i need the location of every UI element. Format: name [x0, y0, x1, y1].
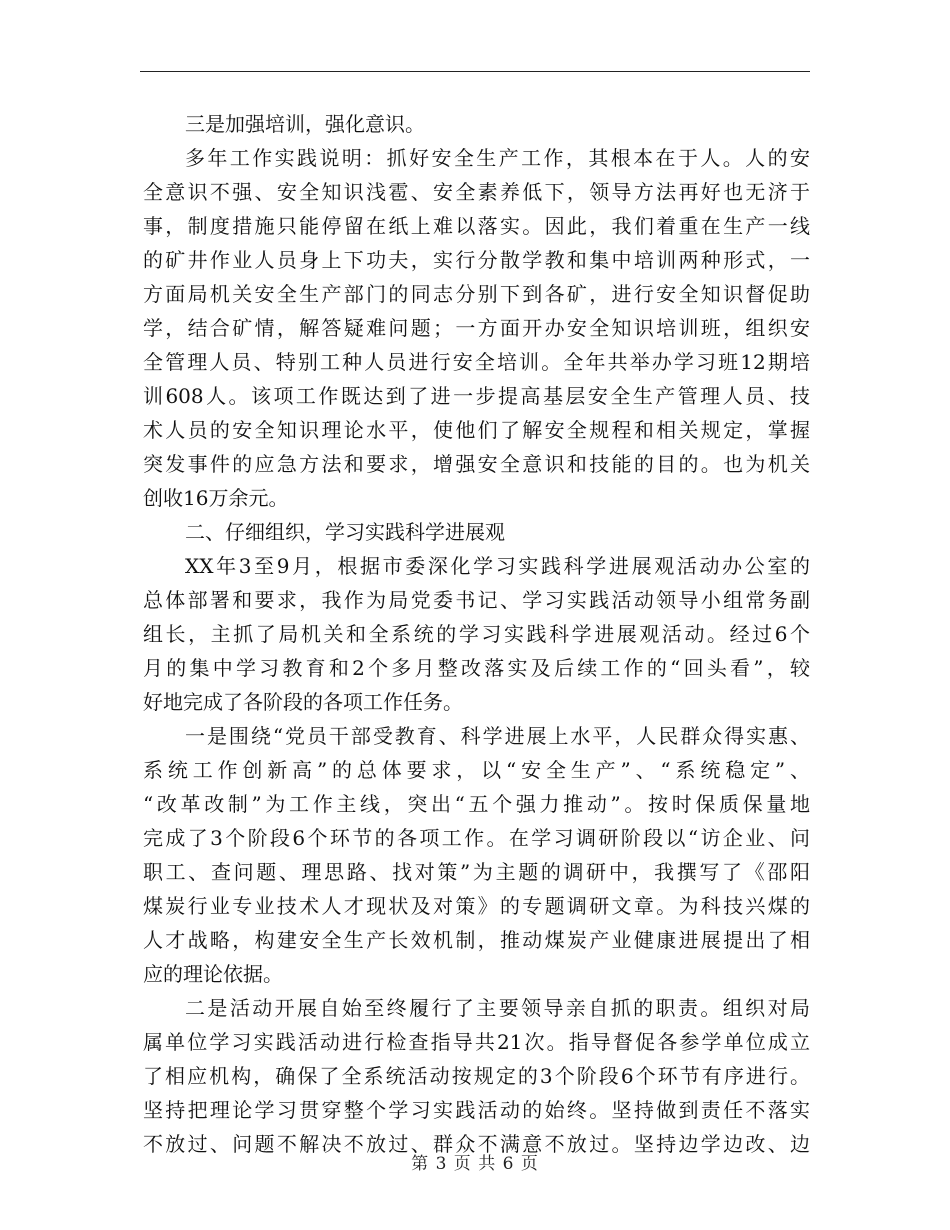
text-line: 三是加强培训，强化意识。: [185, 112, 425, 136]
document-body: [143, 107, 810, 1161]
text-line: 一是围绕“党员干部受教育、科学进展上水平，人民群众得实惠、: [185, 724, 810, 748]
text-line: 术人员的安全知识理论水平，使他们了解安全规程和相关规定，掌握: [143, 418, 810, 442]
text-line: 学，结合矿情，解答疑难问题；一方面开办安全知识培训班，组织安: [143, 316, 810, 340]
text-line: 的矿井作业人员身上下功夫，实行分散学教和集中培训两种形式，一: [143, 248, 810, 272]
text-line: 事，制度措施只能停留在纸上难以落实。因此，我们着重在生产一线: [143, 214, 810, 238]
text-line: 方面局机关安全生产部门的同志分别下到各矿，进行安全知识督促助: [143, 282, 810, 306]
text-line: 总体部署和要求，我作为局党委书记、学习实践活动领导小组常务副: [143, 588, 810, 612]
text-line: “改革改制”为工作主线，突出“五个强力推动”。按时保质保量地: [143, 792, 810, 816]
page-number-label: 第 3 页 共 6 页: [411, 1154, 539, 1174]
text-line: 创收16万余元。: [143, 486, 289, 510]
text-line: 组长，主抓了局机关和全系统的学习实践科学进展观活动。经过6个: [143, 622, 810, 646]
text-line: 坚持把理论学习贯穿整个学习实践活动的始终。坚持做到责任不落实: [143, 1098, 810, 1122]
text-line: 不放过、问题不解决不放过、群众不满意不放过。坚持边学边改、边: [143, 1132, 810, 1156]
text-line: 煤炭行业专业技术人才现状及对策》的专题调研文章。为科技兴煤的: [143, 894, 810, 918]
text-line: 人才战略，构建安全生产长效机制，推动煤炭产业健康进展提出了相: [143, 928, 810, 952]
text-line: 系统工作创新高”的总体要求，以“安全生产”、“系统稳定”、: [143, 758, 810, 782]
text-line: 好地完成了各阶段的各项工作任务。: [143, 690, 463, 714]
text-line: 二、仔细组织，学习实践科学进展观: [185, 520, 505, 544]
text-line: 突发事件的应急方法和要求，增强安全意识和技能的目的。也为机关: [143, 452, 810, 476]
text-line: 了相应机构，确保了全系统活动按规定的3个阶段6个环节有序进行。: [143, 1064, 810, 1088]
text-line: 应的理论依据。: [143, 962, 283, 986]
text-line: 属单位学习实践活动进行检查指导共21次。指导督促各参学单位成立: [143, 1030, 810, 1054]
text-line: 训608人。该项工作既达到了进一步提高基层安全生产管理人员、技: [143, 384, 810, 408]
text-line: 月的集中学习教育和2个多月整改落实及后续工作的“回头看”，较: [143, 656, 810, 680]
text-line: XX年3至9月，根据市委深化学习实践科学进展观活动办公室的: [185, 554, 810, 578]
text-line: 职工、查问题、理思路、找对策”为主题的调研中，我撰写了《邵阳: [143, 860, 810, 884]
page-footer: [0, 1152, 950, 1176]
text-line: 完成了3个阶段6个环节的各项工作。在学习调研阶段以“访企业、问: [143, 826, 810, 850]
text-line: 全意识不强、安全知识浅雹、安全素养低下，领导方法再好也无济于: [143, 180, 810, 204]
text-line: 多年工作实践说明：抓好安全生产工作，其根本在于人。人的安: [185, 146, 810, 170]
text-line: 二是活动开展自始至终履行了主要领导亲自抓的职责。组织对局: [185, 996, 810, 1020]
text-line: 全管理人员、特别工种人员进行安全培训。全年共举办学习班12期培: [143, 350, 810, 374]
header-rule: [140, 71, 810, 72]
